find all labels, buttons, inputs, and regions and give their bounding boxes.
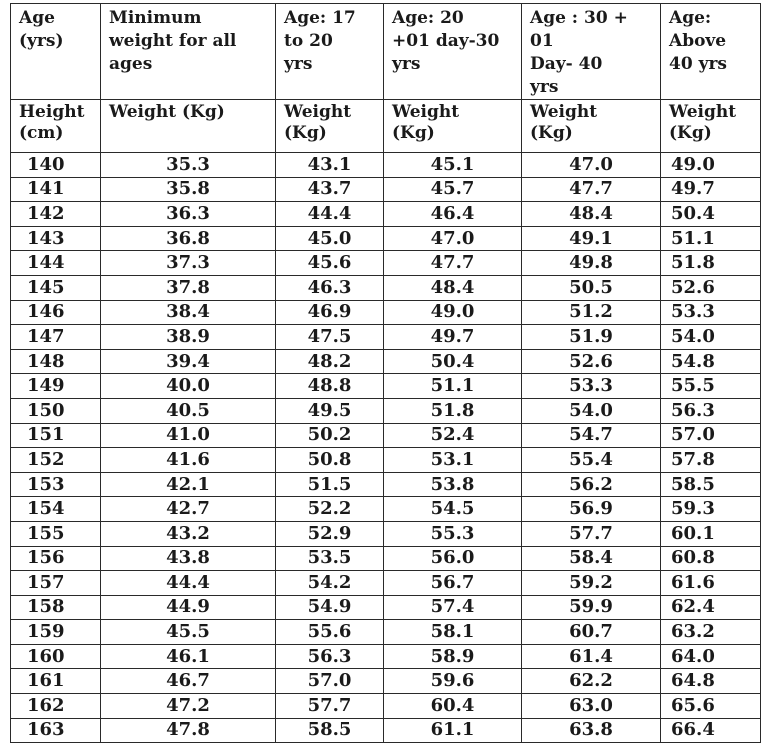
weight-30-40-cell: 54.0 bbox=[522, 398, 661, 423]
weight-17-20-cell: 58.5 bbox=[276, 718, 384, 743]
weight-above-40-cell: 57.0 bbox=[661, 423, 761, 448]
weight-20-30-cell: 57.4 bbox=[384, 595, 522, 620]
weight-17-20-cell: 48.8 bbox=[276, 374, 384, 399]
weight-above-40-cell: 66.4 bbox=[661, 718, 761, 743]
age-header-row bbox=[11, 4, 761, 100]
weight-above-40-cell: 58.5 bbox=[661, 472, 761, 497]
weight-17-20-cell: 54.2 bbox=[276, 571, 384, 596]
weight-17-20-cell: 53.5 bbox=[276, 546, 384, 571]
height-cell: 149 bbox=[11, 374, 101, 399]
min-weight-cell: 42.7 bbox=[101, 497, 276, 522]
weight-17-20-cell: 49.5 bbox=[276, 398, 384, 423]
weight-20-30-cell: 49.7 bbox=[384, 325, 522, 350]
height-cell: 158 bbox=[11, 595, 101, 620]
weight-30-40-cell: 59.9 bbox=[522, 595, 661, 620]
height-cell: 140 bbox=[11, 153, 101, 178]
table-row bbox=[11, 374, 761, 399]
table-row bbox=[11, 571, 761, 596]
weight-kg-header: Weight (Kg) bbox=[522, 100, 661, 153]
weight-20-30-cell: 51.1 bbox=[384, 374, 522, 399]
table-row bbox=[11, 497, 761, 522]
weight-20-30-cell: 50.4 bbox=[384, 349, 522, 374]
weight-20-30-cell: 56.0 bbox=[384, 546, 522, 571]
weight-17-20-cell: 52.9 bbox=[276, 521, 384, 546]
weight-above-40-cell: 51.8 bbox=[661, 251, 761, 276]
weight-kg-header: Weight (Kg) bbox=[384, 100, 522, 153]
weight-30-40-cell: 60.7 bbox=[522, 620, 661, 645]
weight-above-40-cell: 63.2 bbox=[661, 620, 761, 645]
weight-20-30-cell: 52.4 bbox=[384, 423, 522, 448]
table-row bbox=[11, 275, 761, 300]
table-row bbox=[11, 718, 761, 743]
table-row bbox=[11, 423, 761, 448]
weight-20-30-cell: 55.3 bbox=[384, 521, 522, 546]
weight-17-20-cell: 56.3 bbox=[276, 644, 384, 669]
weight-30-40-cell: 47.0 bbox=[522, 153, 661, 178]
weight-30-40-cell: 53.3 bbox=[522, 374, 661, 399]
height-cell: 162 bbox=[11, 694, 101, 719]
weight-kg-header: Weight (Kg) bbox=[276, 100, 384, 153]
height-cell: 147 bbox=[11, 325, 101, 350]
weight-30-40-cell: 61.4 bbox=[522, 644, 661, 669]
height-cell: 160 bbox=[11, 644, 101, 669]
age-20-30-header: Age: 20 +01 day-30 yrs bbox=[384, 4, 522, 100]
min-weight-cell: 44.4 bbox=[101, 571, 276, 596]
table-row bbox=[11, 177, 761, 202]
weight-30-40-cell: 49.8 bbox=[522, 251, 661, 276]
min-weight-cell: 47.8 bbox=[101, 718, 276, 743]
weight-17-20-cell: 44.4 bbox=[276, 202, 384, 227]
height-cell: 155 bbox=[11, 521, 101, 546]
table-row bbox=[11, 251, 761, 276]
weight-20-30-cell: 51.8 bbox=[384, 398, 522, 423]
weight-30-40-cell: 62.2 bbox=[522, 669, 661, 694]
weight-17-20-cell: 54.9 bbox=[276, 595, 384, 620]
height-cell: 144 bbox=[11, 251, 101, 276]
min-weight-cell: 35.3 bbox=[101, 153, 276, 178]
table-row bbox=[11, 153, 761, 178]
weight-17-20-cell: 48.2 bbox=[276, 349, 384, 374]
age-above-40-header: Age: Above 40 yrs bbox=[661, 4, 761, 100]
weight-17-20-cell: 45.0 bbox=[276, 226, 384, 251]
weight-above-40-cell: 64.8 bbox=[661, 669, 761, 694]
height-cell: 151 bbox=[11, 423, 101, 448]
weight-30-40-cell: 54.7 bbox=[522, 423, 661, 448]
weight-above-40-cell: 65.6 bbox=[661, 694, 761, 719]
min-weight-cell: 39.4 bbox=[101, 349, 276, 374]
weight-20-30-cell: 54.5 bbox=[384, 497, 522, 522]
age-17-20-header: Age: 17 to 20 yrs bbox=[276, 4, 384, 100]
table-row bbox=[11, 300, 761, 325]
weight-above-40-cell: 54.8 bbox=[661, 349, 761, 374]
weight-30-40-cell: 55.4 bbox=[522, 448, 661, 473]
weight-30-40-cell: 63.0 bbox=[522, 694, 661, 719]
weight-20-30-cell: 47.0 bbox=[384, 226, 522, 251]
table-row bbox=[11, 349, 761, 374]
weight-above-40-cell: 59.3 bbox=[661, 497, 761, 522]
min-weight-cell: 36.8 bbox=[101, 226, 276, 251]
weight-20-30-cell: 60.4 bbox=[384, 694, 522, 719]
height-cell: 145 bbox=[11, 275, 101, 300]
table-row bbox=[11, 521, 761, 546]
min-weight-cell: 42.1 bbox=[101, 472, 276, 497]
weight-20-30-cell: 58.9 bbox=[384, 644, 522, 669]
weight-20-30-cell: 49.0 bbox=[384, 300, 522, 325]
height-cell: 157 bbox=[11, 571, 101, 596]
weight-above-40-cell: 55.5 bbox=[661, 374, 761, 399]
height-weight-table bbox=[10, 3, 761, 743]
min-weight-cell: 43.8 bbox=[101, 546, 276, 571]
height-cell: 143 bbox=[11, 226, 101, 251]
weight-above-40-cell: 56.3 bbox=[661, 398, 761, 423]
minimum-weight-header: Minimum weight for all ages bbox=[101, 4, 276, 100]
height-cell: 146 bbox=[11, 300, 101, 325]
weight-30-40-cell: 63.8 bbox=[522, 718, 661, 743]
min-weight-cell: 35.8 bbox=[101, 177, 276, 202]
weight-above-40-cell: 51.1 bbox=[661, 226, 761, 251]
age-30-40-header: Age : 30 + 01 Day- 40 yrs bbox=[522, 4, 661, 100]
min-weight-cell: 38.9 bbox=[101, 325, 276, 350]
weight-above-40-cell: 50.4 bbox=[661, 202, 761, 227]
weight-30-40-cell: 49.1 bbox=[522, 226, 661, 251]
height-cell: 163 bbox=[11, 718, 101, 743]
table-row bbox=[11, 669, 761, 694]
weight-above-40-cell: 49.0 bbox=[661, 153, 761, 178]
table-row bbox=[11, 398, 761, 423]
weight-17-20-cell: 43.7 bbox=[276, 177, 384, 202]
weight-17-20-cell: 50.8 bbox=[276, 448, 384, 473]
weight-above-40-cell: 49.7 bbox=[661, 177, 761, 202]
weight-20-30-cell: 48.4 bbox=[384, 275, 522, 300]
weight-30-40-cell: 51.9 bbox=[522, 325, 661, 350]
weight-17-20-cell: 46.3 bbox=[276, 275, 384, 300]
weight-20-30-cell: 58.1 bbox=[384, 620, 522, 645]
weight-17-20-cell: 51.5 bbox=[276, 472, 384, 497]
min-weight-cell: 45.5 bbox=[101, 620, 276, 645]
weight-17-20-cell: 57.0 bbox=[276, 669, 384, 694]
min-weight-cell: 46.1 bbox=[101, 644, 276, 669]
weight-30-40-cell: 47.7 bbox=[522, 177, 661, 202]
table-row bbox=[11, 472, 761, 497]
weight-kg-header: Weight (Kg) bbox=[661, 100, 761, 153]
min-weight-cell: 37.8 bbox=[101, 275, 276, 300]
weight-kg-header: Weight (Kg) bbox=[101, 100, 276, 153]
table-row bbox=[11, 620, 761, 645]
min-weight-cell: 44.9 bbox=[101, 595, 276, 620]
weight-30-40-cell: 59.2 bbox=[522, 571, 661, 596]
weight-above-40-cell: 60.8 bbox=[661, 546, 761, 571]
weight-17-20-cell: 57.7 bbox=[276, 694, 384, 719]
table-row bbox=[11, 448, 761, 473]
min-weight-cell: 36.3 bbox=[101, 202, 276, 227]
height-cell: 156 bbox=[11, 546, 101, 571]
min-weight-cell: 40.0 bbox=[101, 374, 276, 399]
weight-above-40-cell: 53.3 bbox=[661, 300, 761, 325]
weight-17-20-cell: 50.2 bbox=[276, 423, 384, 448]
table-row bbox=[11, 644, 761, 669]
weight-30-40-cell: 56.2 bbox=[522, 472, 661, 497]
table-row bbox=[11, 694, 761, 719]
weight-20-30-cell: 47.7 bbox=[384, 251, 522, 276]
weight-20-30-cell: 46.4 bbox=[384, 202, 522, 227]
weight-20-30-cell: 53.1 bbox=[384, 448, 522, 473]
age-label-header: Age (yrs) bbox=[11, 4, 101, 100]
table-body bbox=[11, 153, 761, 743]
weight-30-40-cell: 56.9 bbox=[522, 497, 661, 522]
table-row bbox=[11, 226, 761, 251]
weight-30-40-cell: 58.4 bbox=[522, 546, 661, 571]
weight-17-20-cell: 52.2 bbox=[276, 497, 384, 522]
min-weight-cell: 41.0 bbox=[101, 423, 276, 448]
unit-header-row bbox=[11, 100, 761, 153]
height-cell: 150 bbox=[11, 398, 101, 423]
weight-above-40-cell: 52.6 bbox=[661, 275, 761, 300]
min-weight-cell: 47.2 bbox=[101, 694, 276, 719]
weight-20-30-cell: 59.6 bbox=[384, 669, 522, 694]
weight-above-40-cell: 64.0 bbox=[661, 644, 761, 669]
height-cell: 153 bbox=[11, 472, 101, 497]
weight-20-30-cell: 61.1 bbox=[384, 718, 522, 743]
min-weight-cell: 37.3 bbox=[101, 251, 276, 276]
weight-above-40-cell: 57.8 bbox=[661, 448, 761, 473]
height-cell: 152 bbox=[11, 448, 101, 473]
height-cell: 154 bbox=[11, 497, 101, 522]
min-weight-cell: 40.5 bbox=[101, 398, 276, 423]
weight-20-30-cell: 53.8 bbox=[384, 472, 522, 497]
weight-17-20-cell: 45.6 bbox=[276, 251, 384, 276]
height-cm-header: Height (cm) bbox=[11, 100, 101, 153]
height-cell: 148 bbox=[11, 349, 101, 374]
min-weight-cell: 41.6 bbox=[101, 448, 276, 473]
weight-17-20-cell: 47.5 bbox=[276, 325, 384, 350]
weight-17-20-cell: 43.1 bbox=[276, 153, 384, 178]
weight-30-40-cell: 57.7 bbox=[522, 521, 661, 546]
weight-above-40-cell: 61.6 bbox=[661, 571, 761, 596]
weight-above-40-cell: 54.0 bbox=[661, 325, 761, 350]
table-row bbox=[11, 546, 761, 571]
weight-20-30-cell: 45.7 bbox=[384, 177, 522, 202]
weight-above-40-cell: 62.4 bbox=[661, 595, 761, 620]
weight-20-30-cell: 45.1 bbox=[384, 153, 522, 178]
weight-20-30-cell: 56.7 bbox=[384, 571, 522, 596]
weight-30-40-cell: 52.6 bbox=[522, 349, 661, 374]
weight-above-40-cell: 60.1 bbox=[661, 521, 761, 546]
height-cell: 159 bbox=[11, 620, 101, 645]
min-weight-cell: 38.4 bbox=[101, 300, 276, 325]
min-weight-cell: 43.2 bbox=[101, 521, 276, 546]
table-row bbox=[11, 325, 761, 350]
weight-30-40-cell: 50.5 bbox=[522, 275, 661, 300]
height-cell: 161 bbox=[11, 669, 101, 694]
weight-30-40-cell: 51.2 bbox=[522, 300, 661, 325]
min-weight-cell: 46.7 bbox=[101, 669, 276, 694]
table-row bbox=[11, 202, 761, 227]
height-cell: 141 bbox=[11, 177, 101, 202]
weight-table-container bbox=[10, 3, 760, 743]
table-row bbox=[11, 595, 761, 620]
weight-30-40-cell: 48.4 bbox=[522, 202, 661, 227]
weight-17-20-cell: 46.9 bbox=[276, 300, 384, 325]
height-cell: 142 bbox=[11, 202, 101, 227]
weight-17-20-cell: 55.6 bbox=[276, 620, 384, 645]
